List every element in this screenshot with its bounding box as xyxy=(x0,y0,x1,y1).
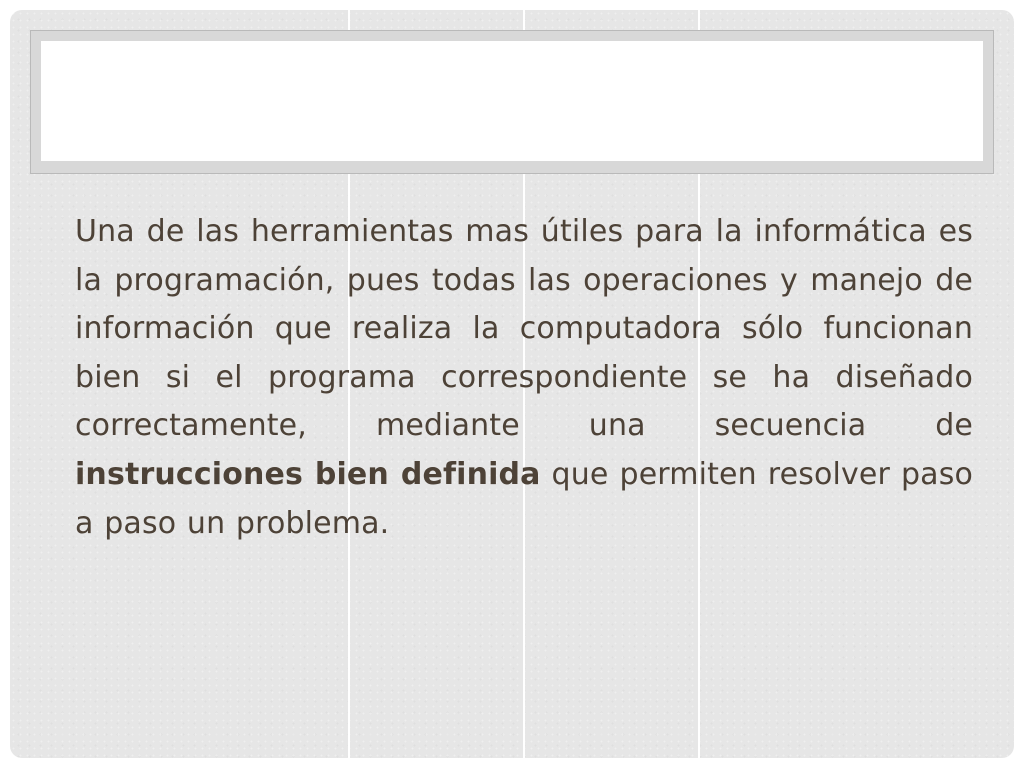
body-paragraph xyxy=(75,208,973,548)
title-frame xyxy=(30,30,994,174)
body-text-part-1: Una de las herramientas mas útiles para la informática es la programación, pues todas las operaciones y manejo de información que realiza la computadora sólo funcionan bien si el programa correspondiente se ha diseñado correctamente, mediante una secuencia de xyxy=(75,214,973,444)
title-placeholder xyxy=(41,41,983,161)
slide xyxy=(10,10,1014,758)
body-text-part-2: que permiten resolver paso a paso un problema. xyxy=(75,456,973,541)
body-text-emphasis: instrucciones bien definida xyxy=(75,456,541,492)
